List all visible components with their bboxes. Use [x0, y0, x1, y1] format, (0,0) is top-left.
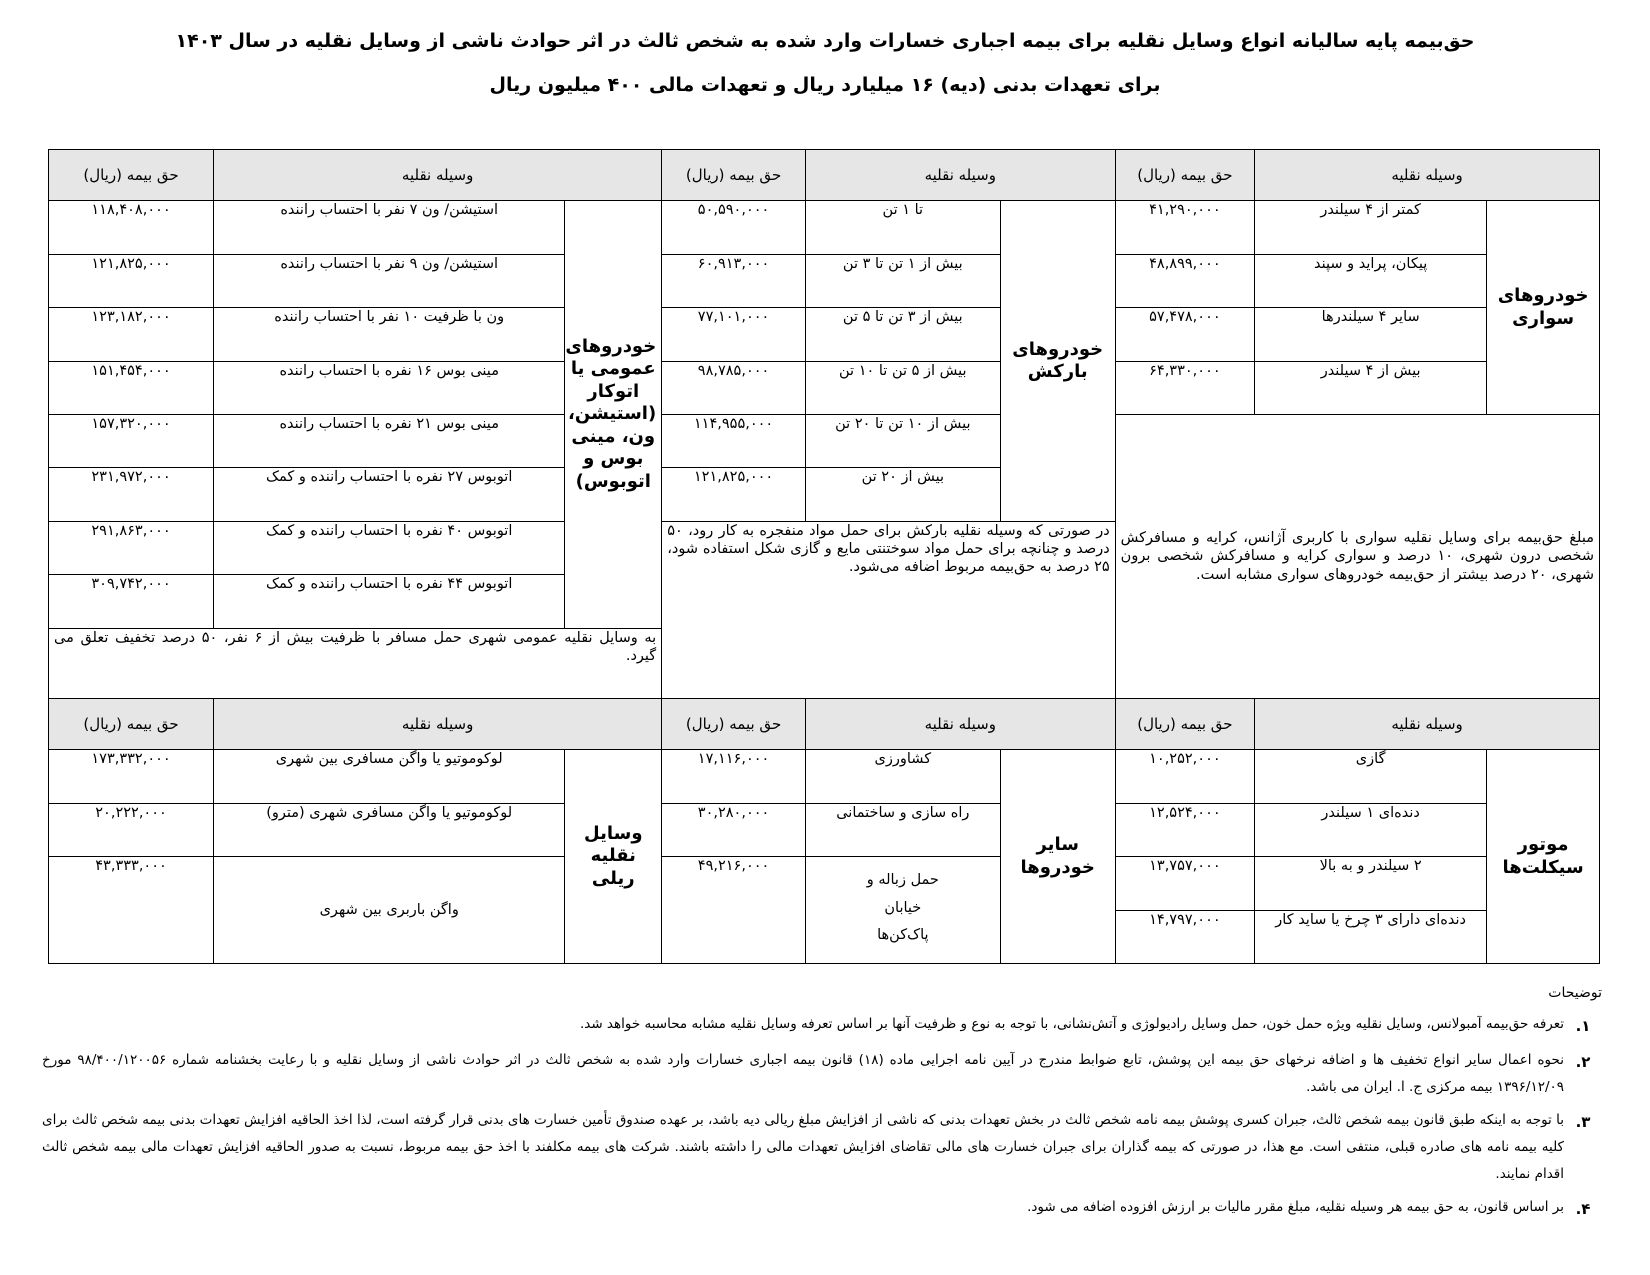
truck-note: در صورتی که وسیله نقلیه بارکش برای حمل مواد منفجره به کار رود، ۵۰ درصد و چنانچه برای حمل مواد سوختنتی مایع و گازی شکل استفاده شود، ۲۵ درصد به حق‌بیمه مربوط اضافه می‌شود. [662, 521, 1115, 698]
premium-cell: ۱۰,۲۵۲,۰۰۰ [1115, 750, 1254, 803]
vehicle-cell: گازی [1255, 750, 1487, 803]
vehicle-cell: اتوبوس ۲۷ نفره با احتساب راننده و کمک [214, 468, 565, 521]
premium-cell: ۵۰,۵۹۰,۰۰۰ [662, 201, 806, 254]
group-trucks: خودروهای بارکش [1000, 201, 1115, 521]
premium-cell: ۳۰۹,۷۴۲,۰۰۰ [49, 575, 214, 628]
vehicle-cell: استیشن/ ون ۷ نفر با احتساب راننده [214, 201, 565, 254]
premium-cell: ۱۱۴,۹۵۵,۰۰۰ [662, 414, 806, 467]
note-number: ۴. [1575, 1200, 1591, 1218]
page-title: حق‌بیمه پایه سالیانه انواع وسایل نقلیه برای بیمه اجباری خسارات وارد شده به شخص ثالث در اثر حوادث ناشی از وسایل نقلیه در سال ۱۴۰۳ [175, 30, 1475, 52]
tariff-table [48, 149, 1600, 964]
vehicle-cell: واگن باربری بین شهری [214, 857, 565, 964]
note-text: با توجه به اینکه طبق قانون بیمه شخص ثالث، جبران کسری پوشش بیمه نامه شخص ثالث در بخش تعهدات بدنی که ناشی از افزایش مبلغ ریالی دیه باشد، بر عهده صندوق تأمین خسارت های بدنی قرار گرفته است، لذا اخذ الحاقیه افزایش تعهدات بدنی بیمه شخص ثالث برای کلیه بیمه نامه های صادره قبلی، منتفی است. مع هذا، در صورتی که بیمه گذاران برای جبران خسارت های مالی تقاضای افزایش تعهدات مالی را داشته باشند. شرکت های بیمه مکلفند با اخذ حق بیمه مربوط، نسبت به صدور الحاقیه افزایش تعهدات مالی بیمه شخص ثالث اقدام نمایند. [42, 1112, 1564, 1182]
header-premium: حق بیمه (ریال) [49, 699, 214, 750]
vehicle-cell: استیشن/ ون ۹ نفر با احتساب راننده [214, 254, 565, 307]
premium-cell: ۲۰,۲۲۲,۰۰۰ [49, 803, 214, 856]
note-item [42, 1194, 1602, 1224]
vehicle-cell: کمتر از ۴ سیلندر [1255, 201, 1487, 254]
header-vehicle: وسیله نقلیه [805, 150, 1115, 201]
note-number: ۱. [1575, 1017, 1591, 1035]
passenger-note: مبلغ حق‌بیمه برای وسایل نقلیه سواری با کاربری آژانس، کرایه و مسافرکش شخصی درون شهری، ۱۰ درصد و سواری کرایه و مسافرکش شخصی برون شهری، ۲۰ درصد بیشتر از حق‌بیمه خودروهای سواری مشابه است. [1115, 414, 1599, 698]
vehicle-cell: ۲ سیلندر و به بالا [1255, 857, 1487, 910]
group-rail-vehicles: وسایل نقلیه ریلی [565, 750, 662, 964]
premium-cell: ۱۷۳,۳۳۲,۰۰۰ [49, 750, 214, 803]
premium-cell: ۷۷,۱۰۱,۰۰۰ [662, 308, 806, 361]
vehicle-cell: حمل زباله و خیابان پاک‌کن‌ها [805, 857, 1000, 964]
header-vehicle: وسیله نقلیه [1255, 150, 1600, 201]
note-number: ۲. [1575, 1053, 1591, 1071]
vehicle-cell: مینی بوس ۱۶ نفره با احتساب راننده [214, 361, 565, 414]
header-premium: حق بیمه (ریال) [49, 150, 214, 201]
public-note: به وسایل نقلیه عمومی شهری حمل مسافر با ظرفیت بیش از ۶ نفر، ۵۰ درصد تخفیف تعلق می گیرد. [49, 628, 662, 699]
header-vehicle: وسیله نقلیه [805, 699, 1115, 750]
header-premium: حق بیمه (ریال) [662, 699, 806, 750]
premium-cell: ۴۱,۲۹۰,۰۰۰ [1115, 201, 1254, 254]
vehicle-cell: بیش از ۴ سیلندر [1255, 361, 1487, 414]
premium-cell: ۱۱۸,۴۰۸,۰۰۰ [49, 201, 214, 254]
note-text: تعرفه حق‌بیمه آمبولانس، وسایل نقلیه ویژه حمل خون، حمل وسایل رادیولوژی و آتش‌نشانی، با توجه به نوع و ظرفیت آنها بر اساس تعرفه وسایل نقلیه مشابه محاسبه خواهد شد. [579, 1016, 1564, 1032]
vehicle-cell: بیش از ۲۰ تن [805, 468, 1000, 521]
vehicle-cell: کشاورزی [805, 750, 1000, 803]
vehicle-cell: تا ۱ تن [805, 201, 1000, 254]
vehicle-cell: ون با ظرفیت ۱۰ نفر با احتساب راننده [214, 308, 565, 361]
group-public-vehicles: خودروهای عمومی یا اتوکار (استیشن، ون، مینی بوس و اتوبوس) [565, 201, 662, 628]
header-vehicle: وسیله نقلیه [214, 699, 662, 750]
note-item [42, 1107, 1602, 1188]
note-item [42, 1047, 1602, 1101]
header-vehicle: وسیله نقلیه [214, 150, 662, 201]
note-number: ۳. [1575, 1113, 1591, 1131]
vehicle-cell: لوکوموتیو یا واگن مسافری شهری (مترو) [214, 803, 565, 856]
premium-cell: ۱۵۱,۴۵۴,۰۰۰ [49, 361, 214, 414]
premium-cell: ۴۸,۸۹۹,۰۰۰ [1115, 254, 1254, 307]
vehicle-cell: لوکوموتیو یا واگن مسافری بین شهری [214, 750, 565, 803]
premium-cell: ۱۲۳,۱۸۲,۰۰۰ [49, 308, 214, 361]
premium-cell: ۲۳۱,۹۷۲,۰۰۰ [49, 468, 214, 521]
vehicle-cell: دنده‌ای دارای ۳ چرخ یا ساید کار [1255, 910, 1487, 963]
premium-cell: ۲۹۱,۸۶۳,۰۰۰ [49, 521, 214, 574]
note-text: بر اساس قانون، به حق بیمه هر وسیله نقلیه، مبلغ مقرر مالیات بر ارزش افزوده اضافه می شود. [1027, 1199, 1564, 1215]
premium-cell: ۱۲,۵۲۴,۰۰۰ [1115, 803, 1254, 856]
premium-cell: ۱۴,۷۹۷,۰۰۰ [1115, 910, 1254, 963]
note-item [42, 1011, 1602, 1041]
premium-cell: ۱۷,۱۱۶,۰۰۰ [662, 750, 806, 803]
note-text: نحوه اعمال سایر انواع تخفیف ها و اضافه نرخهای حق بیمه این پوشش، تابع ضوابط مندرج در آیین نامه اجرایی ماده (۱۸) قانون بیمه اجباری خسارات وارد شده به شخص ثالث در اثر حوادث ناشی از وسایل نقلیه و با رعایت بخشنامه شماره ۹۸/۴۰۰/۱۲۰۰۵۶ مورخ ۱۳۹۶/۱۲/۰۹ بیمه مرکزی ج. ا. ایران می باشد. [42, 1052, 1564, 1095]
page-subtitle: برای تعهدات بدنی (دیه) ۱۶ میلیارد ریال و تعهدات مالی ۴۰۰ میلیون ریال [489, 74, 1161, 96]
group-passenger-cars: خودروهای سواری [1487, 201, 1600, 415]
vehicle-cell: دنده‌ای ۱ سیلندر [1255, 803, 1487, 856]
premium-cell: ۴۹,۲۱۶,۰۰۰ [662, 857, 806, 964]
vehicle-cell: مینی بوس ۲۱ نفره با احتساب راننده [214, 414, 565, 467]
notes-heading: توضیحات [1548, 985, 1602, 1001]
premium-cell: ۱۳,۷۵۷,۰۰۰ [1115, 857, 1254, 910]
vehicle-cell: بیش از ۵ تن تا ۱۰ تن [805, 361, 1000, 414]
premium-cell: ۱۲۱,۸۲۵,۰۰۰ [662, 468, 806, 521]
vehicle-cell: پیکان، پراید و سپند [1255, 254, 1487, 307]
premium-cell: ۹۸,۷۸۵,۰۰۰ [662, 361, 806, 414]
header-premium: حق بیمه (ریال) [1115, 699, 1254, 750]
premium-cell: ۳۰,۲۸۰,۰۰۰ [662, 803, 806, 856]
vehicle-cell: سایر ۴ سیلندرها [1255, 308, 1487, 361]
premium-cell: ۵۷,۴۷۸,۰۰۰ [1115, 308, 1254, 361]
vehicle-cell: بیش از ۱ تن تا ۳ تن [805, 254, 1000, 307]
notes-section [42, 985, 1602, 1230]
vehicle-cell: بیش از ۱۰ تن تا ۲۰ تن [805, 414, 1000, 467]
vehicle-cell: اتوبوس ۴۰ نفره با احتساب راننده و کمک [214, 521, 565, 574]
header-premium: حق بیمه (ریال) [662, 150, 806, 201]
premium-cell: ۶۰,۹۱۳,۰۰۰ [662, 254, 806, 307]
vehicle-cell: راه سازی و ساختمانی [805, 803, 1000, 856]
group-motorcycles: موتور سیکلت‌ها [1487, 750, 1600, 964]
header-vehicle: وسیله نقلیه [1255, 699, 1600, 750]
group-other-vehicles: سایر خودروها [1000, 750, 1115, 964]
premium-cell: ۴۳,۳۳۳,۰۰۰ [49, 857, 214, 964]
header-premium: حق بیمه (ریال) [1115, 150, 1254, 201]
premium-cell: ۱۲۱,۸۲۵,۰۰۰ [49, 254, 214, 307]
vehicle-cell: اتوبوس ۴۴ نفره با احتساب راننده و کمک [214, 575, 565, 628]
vehicle-cell: بیش از ۳ تن تا ۵ تن [805, 308, 1000, 361]
premium-cell: ۶۴,۳۳۰,۰۰۰ [1115, 361, 1254, 414]
premium-cell: ۱۵۷,۳۲۰,۰۰۰ [49, 414, 214, 467]
